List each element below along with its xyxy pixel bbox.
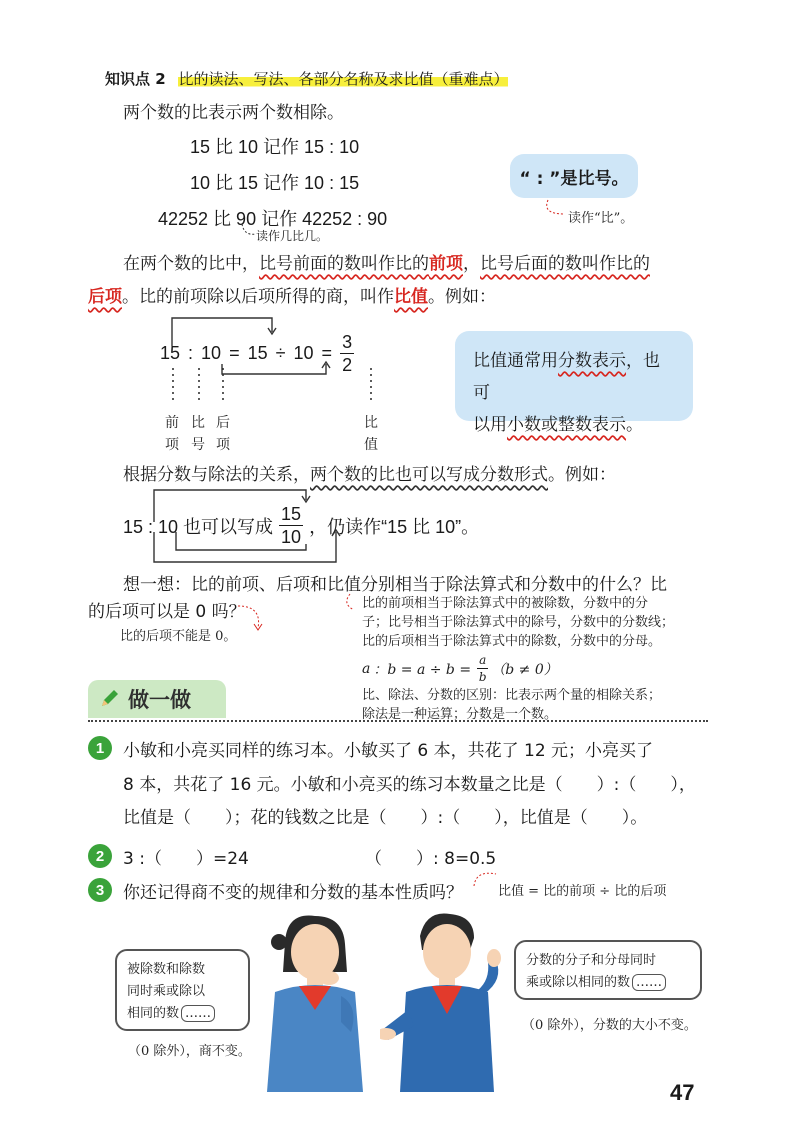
pointer-arrow-icon <box>232 600 272 634</box>
definition-line1: 在两个数的比中，比号前面的数叫作比的前项，比号后面的数叫作比的 <box>123 254 650 274</box>
label-colon: 比 号 <box>191 415 205 453</box>
girl-speech-bubble: 被除数和除数 同时乘或除以 相同的数 …… <box>115 949 250 1031</box>
term-front: 前项 <box>429 254 463 274</box>
pointer-arrow-icon <box>340 592 360 614</box>
pointer-arrow-icon <box>240 222 260 240</box>
diff-line2: 除法是一种运算；分数是一个数。 <box>362 707 558 722</box>
practice-divider <box>88 720 708 722</box>
practice-tab <box>88 680 226 718</box>
example-2: 10 比 15 记作 10 : 15 <box>190 173 360 193</box>
item-2-eq2: （ ）: 8=0.5 <box>365 849 497 869</box>
intro-text: 两个数的比表示两个数相除。 <box>123 103 344 123</box>
label-value: 比 值 <box>364 415 378 453</box>
think-line1: 想一想：比的前项、后项和比值分别相当于除法算式和分数中的什么？比 <box>123 575 667 595</box>
diff-line1: 比、除法、分数的区别：比表示两个量的相除关系； <box>362 688 662 703</box>
page-number: 47 <box>670 1080 695 1105</box>
pointer-arrow-icon <box>470 866 500 890</box>
practice-title: 做一做 <box>128 688 191 712</box>
section-heading <box>105 68 508 89</box>
heading-title: 比的读法、写法、各部分名称及求比值（重难点） <box>178 70 509 88</box>
girl-illustration <box>255 912 375 1092</box>
diagram-dotted-guides <box>165 366 385 406</box>
colon-note: 读作“比”。 <box>568 211 634 226</box>
item-1-line2: 8 本，共花了 16 元。小敏和小亮买的练习本数量之比是（ ）:（ ）， <box>123 775 696 795</box>
example-1: 15 比 10 记作 15 : 10 <box>190 137 360 157</box>
ratio-front: 15 <box>160 343 181 363</box>
label-back: 后 项 <box>216 415 230 453</box>
colon-bubble: “ : ”是比号。 <box>510 154 638 198</box>
ratio-back: 10 <box>201 343 222 363</box>
item-1-line1: 小敏和小亮买同样的练习本。小敏买了 6 本，共花了 12 元；小亮买了 <box>123 741 654 761</box>
item-3-line1: 你还记得商不变的规律和分数的基本性质吗？ <box>123 883 463 903</box>
think-answer-right: 比的前项相当于除法算式中的被除数，分数中的分 子；比号相当于除法算式中的除号，分数中的分数线； 比的后项相当于除法算式中的除数，分数中的分母。 <box>362 596 675 649</box>
ratio-value-fraction: $\frac{3}{2}$ <box>342 332 353 375</box>
definition-line2: 后项。比的前项除以后项所得的商，叫作比值。例如： <box>88 287 496 307</box>
formula: a ：b = a ÷ b = $\frac{a}{b}$ （b ≠ 0） <box>362 653 558 684</box>
item-1-number: 1 <box>88 736 112 760</box>
example-3-note: 读作几比几。 <box>256 229 329 243</box>
heading-label: 知识点 2 <box>105 70 166 88</box>
item-3-number: 3 <box>88 878 112 902</box>
boy-illustration <box>380 910 510 1092</box>
boy-bubble-note: （0 除外），分数的大小不变。 <box>522 1018 697 1033</box>
fraction-form-text: 根据分数与除法的关系，两个数的比也可以写成分数形式。例如： <box>123 465 616 485</box>
example-3: 42252 比 90 记作 42252 : 90 <box>158 209 388 229</box>
pencil-icon <box>98 688 120 710</box>
boy-speech-bubble: 分数的分子和分母同时 乘或除以相同的数 …… <box>514 940 702 1000</box>
item-2-eq1: 3 :（ ）=24 <box>123 849 249 869</box>
think-line2: 的后项可以是 0 吗？ <box>88 602 246 622</box>
item-1-line3: 比值是（ ）；花的钱数之比是（ ）:（ ），比值是（ ）。 <box>123 808 648 828</box>
ratio-expression: 15 : 10 = 15 ÷ 10 = $\frac{3}{2}$ <box>160 332 353 375</box>
think-answer-left: 比的后项不能是 0。 <box>120 629 237 644</box>
girl-bubble-note: （0 除外），商不变。 <box>128 1044 251 1059</box>
item-3-note: 比值 = 比的前项 ÷ 比的后项 <box>498 884 667 899</box>
fraction-15-10: $\frac{15}{10}$ <box>281 504 302 547</box>
value-bubble: 比值通常用分数表示，也可 以用小数或整数表示。 <box>455 331 693 421</box>
ratio-colon: : <box>188 343 194 363</box>
term-ratio-value: 比值 <box>394 287 428 307</box>
label-front: 前 项 <box>165 415 179 453</box>
item-2-number: 2 <box>88 844 112 868</box>
pointer-arrow-icon <box>540 198 568 220</box>
fraction-form-expression: 15 : 10 也可以写成 $\frac{15}{10}$ ，仍读作“15 比 10”。 <box>123 504 480 547</box>
term-back: 后项 <box>88 287 122 307</box>
